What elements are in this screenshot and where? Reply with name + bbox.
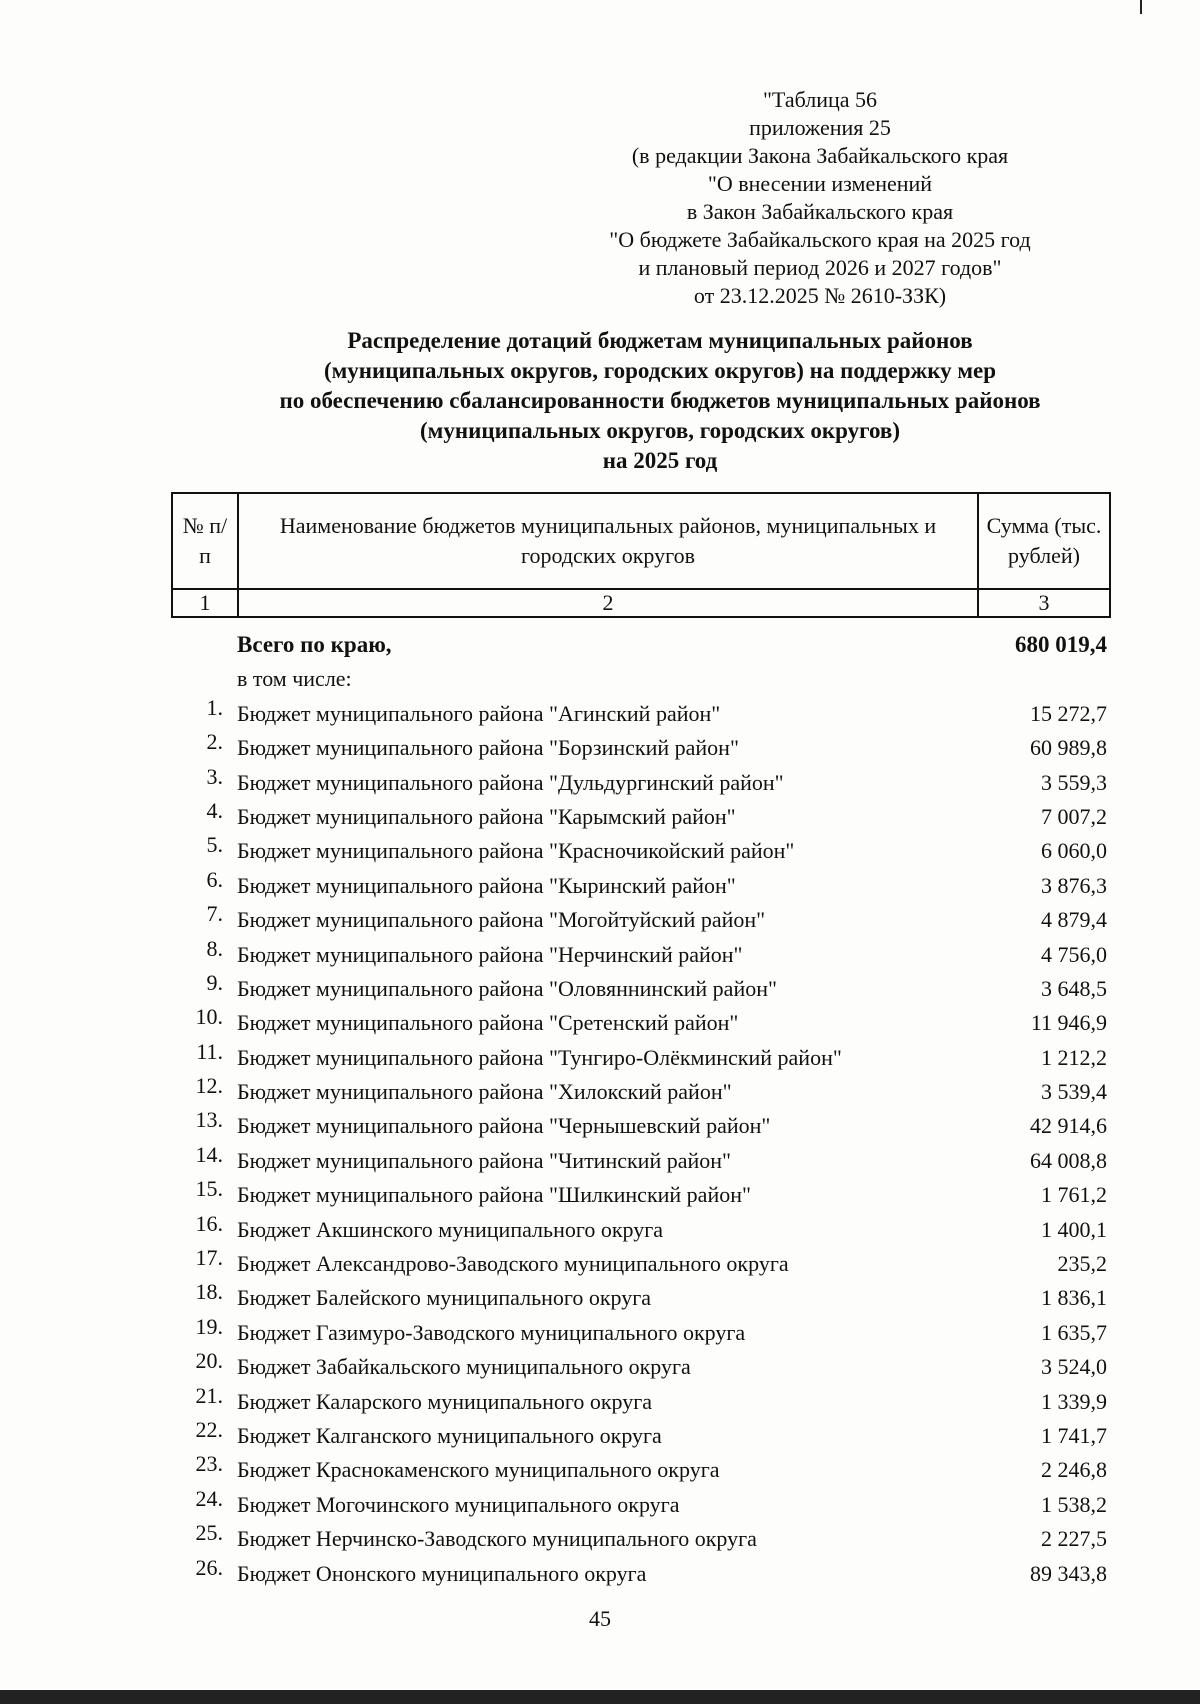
row-budget-name: Бюджет муниципального района "Борзинский район" — [237, 735, 739, 761]
table-row — [171, 1210, 1111, 1247]
row-budget-name: Бюджет муниципального района "Сретенский район" — [237, 1010, 739, 1036]
row-number: 22. — [195, 1416, 223, 1442]
row-amount: 7 007,2 — [1041, 803, 1107, 829]
row-number: 25. — [195, 1520, 223, 1546]
table-row — [171, 797, 1111, 834]
row-number: 13. — [195, 1107, 223, 1133]
col-amount-header: Сумма (тыс. рублей) — [978, 493, 1110, 589]
row-budget-name: Бюджет Балейского муниципального округа — [237, 1285, 652, 1311]
table-attachment-header — [560, 86, 1080, 310]
table-row — [171, 866, 1111, 903]
row-budget-name: Бюджет муниципального района "Агинский район" — [237, 700, 721, 726]
row-amount: 2 246,8 — [1041, 1457, 1107, 1483]
row-amount: 235,2 — [1057, 1251, 1107, 1277]
row-budget-name: Бюджет муниципального района "Дульдургинский район" — [237, 769, 784, 795]
row-number: 19. — [195, 1313, 223, 1339]
row-amount: 3 539,4 — [1041, 1079, 1107, 1105]
row-number: 24. — [195, 1485, 223, 1511]
row-number: 15. — [195, 1176, 223, 1202]
row-amount: 11 946,9 — [1030, 1010, 1107, 1036]
row-amount: 4 879,4 — [1041, 907, 1107, 933]
row-number: 17. — [195, 1245, 223, 1271]
table-row — [171, 1281, 1111, 1315]
row-budget-name: Бюджет муниципального района "Чернышевский район" — [237, 1113, 771, 1139]
row-budget-name: Бюджет Калганского муниципального округа — [237, 1422, 662, 1448]
row-number: 8. — [206, 935, 223, 961]
row-number: 3. — [206, 763, 223, 789]
col-name-header: Наименование бюджетов муниципальных районов, муниципальных и городских округов — [238, 493, 978, 589]
row-amount: 1 741,7 — [1041, 1422, 1107, 1448]
table-row — [171, 969, 1111, 1006]
row-amount: 15 272,7 — [1030, 700, 1107, 726]
row-budget-name: Бюджет Ононского муниципального округа — [237, 1560, 647, 1586]
row-number: 5. — [206, 832, 223, 858]
header-line: "О внесении изменений — [707, 171, 933, 196]
header-line: в Закон Забайкальского края — [686, 199, 954, 224]
table-row — [171, 731, 1111, 765]
row-number: 14. — [195, 1141, 223, 1167]
col-number-header: № п/п — [172, 493, 238, 589]
row-number: 9. — [206, 969, 223, 995]
row-number: 10. — [195, 1004, 223, 1030]
row-number: 23. — [195, 1451, 223, 1477]
row-number: 7. — [206, 901, 223, 927]
row-budget-name: Бюджет Могочинского муниципального округа — [237, 1491, 680, 1517]
col-index-1: 1 — [172, 589, 238, 617]
row-budget-name: Бюджет Акшинского муниципального округа — [237, 1216, 664, 1242]
header-line: от 23.12.2025 № 2610-ЗЗК) — [693, 283, 947, 308]
row-number: 26. — [195, 1554, 223, 1580]
table-row — [171, 1485, 1111, 1522]
row-number: 21. — [195, 1382, 223, 1408]
page-number: 45 — [589, 1606, 611, 1631]
row-budget-name: Бюджет Газимуро-Заводского муниципального округа — [237, 1319, 746, 1345]
row-number: 16. — [195, 1210, 223, 1236]
row-amount: 1 400,1 — [1041, 1216, 1107, 1242]
table-row — [171, 935, 1111, 972]
row-budget-name: Бюджет муниципального района "Могойтуйский район" — [237, 907, 766, 933]
table-row — [171, 1178, 1111, 1212]
row-amount: 3 648,5 — [1041, 975, 1107, 1001]
row-amount: 3 559,3 — [1041, 769, 1107, 795]
row-number: 4. — [206, 797, 223, 823]
row-budget-name: Бюджет Александрово-Заводского муниципального округа — [237, 1251, 789, 1277]
row-budget-name: Бюджет Каларского муниципального округа — [237, 1388, 653, 1414]
row-amount: 1 761,2 — [1041, 1182, 1107, 1208]
row-number: 11. — [196, 1038, 223, 1064]
table-row — [171, 1453, 1111, 1487]
document-title — [160, 326, 1160, 476]
row-number: 2. — [206, 729, 223, 755]
table-row — [171, 834, 1111, 868]
row-number: 12. — [195, 1073, 223, 1099]
row-budget-name: Бюджет Нерчинско-Заводского муниципального округа — [237, 1526, 757, 1552]
table-row — [171, 1522, 1111, 1556]
title-line: Распределение дотаций бюджетам муниципальных районов — [347, 328, 973, 353]
total-row — [171, 628, 1111, 662]
header-line: "Таблица 56 — [762, 87, 878, 112]
header-line: (в редакции Закона Забайкальского края — [631, 143, 1009, 168]
table-row — [171, 903, 1111, 937]
row-budget-name: Бюджет муниципального района "Тунгиро-Олёкминский район" — [237, 1044, 842, 1070]
table-row — [171, 1350, 1111, 1384]
table-row — [171, 1109, 1111, 1143]
row-amount: 1 339,9 — [1041, 1388, 1107, 1414]
scan-edge-line — [0, 1690, 1200, 1704]
row-budget-name: Бюджет Забайкальского муниципального округа — [237, 1354, 691, 1380]
row-budget-name: Бюджет муниципального района "Кыринский район" — [237, 872, 736, 898]
table-row — [171, 763, 1111, 800]
row-budget-name: Бюджет муниципального района "Читинский район" — [237, 1147, 732, 1173]
title-line: (муниципальных округов, городских округов) на поддержку мер — [323, 358, 997, 383]
row-budget-name: Бюджет муниципального района "Оловяннинский район" — [237, 975, 777, 1001]
row-number: 6. — [206, 866, 223, 892]
title-line: по обеспечению сбалансированности бюджетов муниципальных районов — [279, 388, 1041, 413]
row-budget-name: Бюджет муниципального района "Красночикойский район" — [237, 838, 795, 864]
row-amount: 1 635,7 — [1041, 1319, 1107, 1345]
total-label: Всего по краю, — [237, 632, 392, 657]
row-amount: 6 060,0 — [1041, 838, 1107, 864]
row-budget-name: Бюджет муниципального района "Шилкинский район" — [237, 1182, 751, 1208]
table-row — [171, 1416, 1111, 1453]
subtotal-note: в том числе: — [237, 666, 352, 692]
table-row — [171, 1141, 1111, 1178]
table-row — [171, 1554, 1111, 1591]
row-amount: 60 989,8 — [1030, 735, 1107, 761]
row-amount: 1 212,2 — [1041, 1044, 1107, 1070]
row-amount: 3 524,0 — [1041, 1354, 1107, 1380]
row-amount: 64 008,8 — [1030, 1147, 1107, 1173]
row-amount: 3 876,3 — [1041, 872, 1107, 898]
row-number: 1. — [206, 694, 223, 720]
table-row — [171, 1038, 1111, 1075]
table-row — [171, 1075, 1111, 1109]
col-index-2: 2 — [238, 589, 978, 617]
total-amount: 680 019,4 — [1015, 632, 1107, 657]
table-row — [171, 694, 1111, 731]
row-amount: 1 538,2 — [1041, 1491, 1107, 1517]
row-budget-name: Бюджет муниципального района "Нерчинский район" — [237, 941, 743, 967]
row-amount: 89 343,8 — [1030, 1560, 1107, 1586]
table-row — [171, 1247, 1111, 1281]
table-body — [171, 628, 1111, 1591]
scan-edge-line — [1140, 0, 1142, 14]
row-amount: 2 227,5 — [1041, 1526, 1107, 1552]
title-line: (муниципальных округов, городских округов) — [420, 418, 900, 443]
row-amount: 42 914,6 — [1030, 1113, 1107, 1139]
row-amount: 4 756,0 — [1041, 941, 1107, 967]
row-number: 20. — [195, 1348, 223, 1374]
col-index-3: 3 — [978, 589, 1110, 617]
header-line: и плановый период 2026 и 2027 годов" — [638, 255, 1002, 280]
table-row — [171, 1006, 1111, 1040]
header-line: "О бюджете Забайкальского края на 2025 год — [609, 227, 1031, 252]
title-line: на 2025 год — [602, 448, 718, 473]
row-budget-name: Бюджет Краснокаменского муниципального округа — [237, 1457, 720, 1483]
header-line: приложения 25 — [749, 115, 891, 140]
subtotal-note-row — [171, 662, 1111, 696]
table-header — [171, 492, 1111, 618]
row-budget-name: Бюджет муниципального района "Карымский район" — [237, 803, 736, 829]
row-number: 18. — [195, 1279, 223, 1305]
row-amount: 1 836,1 — [1041, 1285, 1107, 1311]
row-budget-name: Бюджет муниципального района "Хилокский район" — [237, 1079, 732, 1105]
table-row — [171, 1382, 1111, 1419]
table-row — [171, 1313, 1111, 1350]
